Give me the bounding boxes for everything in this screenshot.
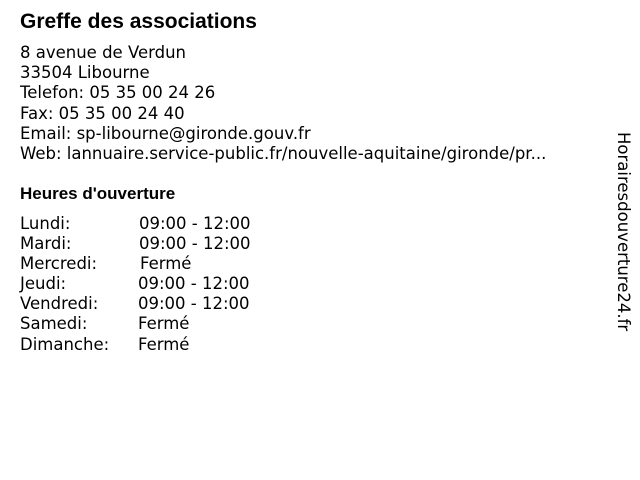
day-label: Mardi: <box>20 234 72 254</box>
day-label: Lundi: <box>20 214 71 233</box>
address-street: 8 avenue de Verdun <box>20 43 186 62</box>
time-value: 09:00 - 12:00 <box>138 274 250 294</box>
day-label: Jeudi: <box>20 274 67 294</box>
day-label: Samedi: <box>20 314 88 334</box>
time-value: Fermé <box>140 254 192 274</box>
address-city: 33504 Libourne <box>20 63 150 83</box>
fax-number: Fax: 05 35 00 24 40 <box>20 103 185 123</box>
day-label: Dimanche: <box>20 334 110 354</box>
day-label: Vendredi: <box>20 294 99 314</box>
time-value: Fermé <box>138 334 190 354</box>
page-title: Greffe des associations <box>20 10 257 33</box>
phone-number: Telefon: 05 35 00 24 26 <box>20 83 216 103</box>
time-value: 09:00 - 12:00 <box>138 294 250 314</box>
time-value: 09:00 - 12:00 <box>139 234 251 254</box>
day-label: Mercredi: <box>20 254 98 274</box>
hours-heading: Heures d'ouverture <box>20 184 176 203</box>
time-value: Fermé <box>138 314 190 334</box>
contact-info <box>20 43 546 164</box>
time-value: 09:00 - 12:00 <box>139 214 251 233</box>
email-address: Email: sp-libourne@gironde.gouv.fr <box>20 123 311 143</box>
site-watermark: Horairesdouverture24.fr <box>614 132 633 332</box>
website-url: Web: lannuaire.service-public.fr/nouvelle-aquitaine/gironde/pr... <box>20 143 547 163</box>
